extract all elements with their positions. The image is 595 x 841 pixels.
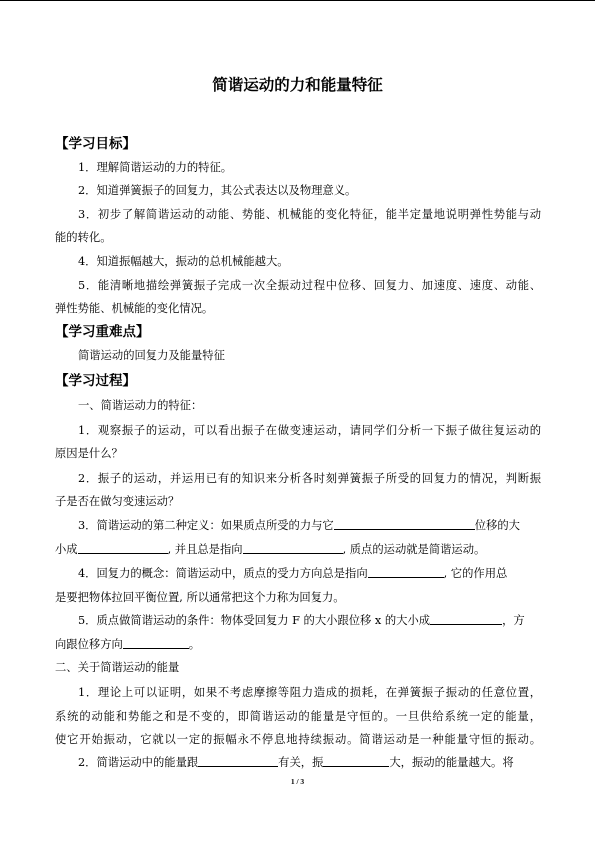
s1-item-3-text-b: 位移的大: [474, 519, 520, 532]
fill-blank-5a[interactable]: [430, 612, 502, 625]
s2-item-2-line-1: [55, 754, 541, 772]
s2-item-1-line-1: 1．理论上可以证明，如果不考虑摩擦等阻力造成的损耗，在弹簧振子振动的任意位置，: [78, 686, 541, 699]
s1-item-5-text-b: ，方: [502, 614, 525, 627]
s2-item-2-text-a: 2．简谐运动中的能量跟: [78, 756, 199, 769]
fill-blank-3a[interactable]: [334, 517, 475, 530]
s1-item-1-line-1: 1．观察振子的运动，可以看出振子在做变速运动，请同学们分析一下振子做往复运动的: [78, 424, 541, 437]
goal-5-line-2: 弹性势能、机械能的变化情况。: [55, 302, 214, 315]
goal-3-line-1: 3．初步了解简谐运动的动能、势能、机械能的变化特征，能半定量地说明弹性势能与动: [78, 208, 541, 221]
fill-blank-4[interactable]: [368, 565, 444, 578]
goal-3-line-2: 能的转化。: [55, 231, 112, 244]
s1-item-3-line-1: [55, 517, 541, 535]
s1-item-1-line-2: 原因是什么？: [55, 447, 123, 460]
page-number: 1 / 3: [290, 777, 305, 786]
s1-item-4-line-2: 是要把物体拉回平衡位置, 所以通常把这个力称为回复力。: [55, 591, 345, 604]
fill-blank-s2b[interactable]: [323, 754, 389, 767]
key-points-text: 简谐运动的回复力及能量特征: [78, 349, 225, 362]
fill-blank-3b[interactable]: [78, 541, 168, 554]
s2-item-1-line-3: 使它开始振动，它就以一定的振幅永不停息地持续振动。简谐运动是一种能量守恒的振动。: [55, 733, 541, 746]
goal-2: 2．知道弹簧振子的回复力，其公式表达以及物理意义。: [78, 184, 357, 197]
s1-item-2-line-2: 子是否在做匀变速运动？: [55, 495, 180, 508]
s1-item-4-line-1: [55, 565, 541, 583]
s2-item-2-text-c: 大，振动的能量越大。将: [389, 756, 514, 769]
page-title: 简谐运动的力和能量特征: [212, 76, 383, 94]
goal-5-line-1: 5．能清晰地描绘弹簧振子完成一次全振动过程中位移、回复力、加速度、速度、动能、: [78, 279, 541, 292]
s2-item-2-text-b: 有关，振: [278, 756, 324, 769]
s1-item-3-text-e: , 质点的运动就是简谐运动。: [342, 543, 486, 556]
s1-item-4-text-b: , 它的作用总: [443, 567, 508, 580]
s1-item-4-text-a: 4．回复力的概念：简谐运动中，质点的受力方向总是指向: [78, 567, 368, 580]
s2-item-1-line-2: 系统的动能和势能之和是不变的，即简谐运动的能量是守恒的。一旦供给系统一定的能量，: [55, 710, 541, 723]
s1-item-5-line-1: [55, 612, 541, 630]
s1-item-3-text-d: , 并且总是指向: [167, 543, 243, 556]
s1-item-5-text-c: 向跟位移方向: [55, 638, 123, 651]
goal-4: 4．知道振幅越大，振动的总机械能越大。: [78, 255, 289, 268]
fill-blank-5b[interactable]: [123, 636, 189, 649]
heading-learning-goals: 【学习目标】: [55, 136, 136, 152]
s1-item-3-text-c: 小成: [55, 543, 78, 556]
heading-key-points: 【学习重难点】: [55, 324, 150, 340]
header-rule: [0, 0, 595, 1]
s1-item-5-text-d: 。: [188, 638, 201, 651]
s1-item-5-text-a: 5．质点做简谐运动的条件：物体受回复力 F 的大小跟位移 x 的大小成: [78, 614, 431, 627]
fill-blank-s2a[interactable]: [198, 754, 278, 767]
heading-learning-process: 【学习过程】: [55, 373, 136, 389]
s1-item-5-line-2: [55, 636, 541, 654]
s1-item-2-line-1: 2．振子的运动，并运用已有的知识来分析各时刻弹簧振子所受的回复力的情况，判断振: [78, 472, 541, 485]
section-1-title: 一、简谐运动力的特征：: [78, 399, 203, 412]
s1-item-3-line-2: [55, 541, 541, 559]
goal-1: 1．理解简谐运动的力的特征。: [78, 161, 233, 174]
fill-blank-3c[interactable]: [243, 541, 343, 554]
s1-item-3-text-a: 3．简谐运动的第二种定义：如果质点所受的力与它: [78, 519, 334, 532]
section-2-title: 二、关于简谐运动的能量: [55, 661, 180, 674]
